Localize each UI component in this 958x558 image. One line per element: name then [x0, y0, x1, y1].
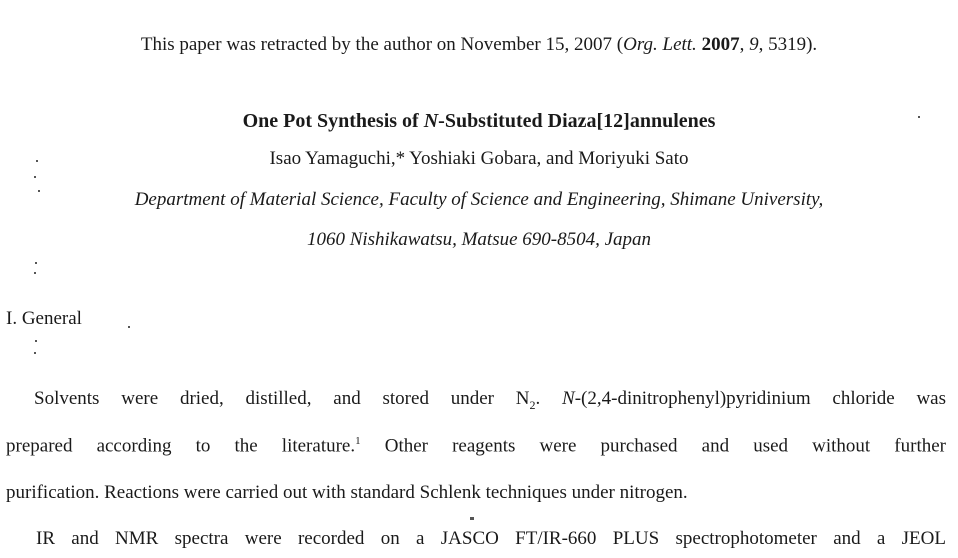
p1-l2-text-a: prepared according to the literature.: [6, 435, 356, 457]
scan-speck: [918, 116, 920, 118]
scan-speck: [470, 517, 474, 520]
p1-l1-subscript: 2: [529, 397, 536, 412]
journal-name: Org. Lett.: [623, 34, 697, 55]
scan-speck: [34, 272, 36, 274]
scan-speck: [128, 326, 130, 328]
retraction-notice: This paper was retracted by the author on November 15, 2007 (Org. Lett. 2007, 9, 5319).: [140, 34, 818, 55]
paragraph-2-line-1: IR and NMR spectra were recorded on a JASCO FT/IR-660 PLUS spectrophotometer and a JEOL: [36, 528, 946, 549]
p1-l2-text-b: Other reagents were purchased and used without further: [360, 435, 946, 457]
affiliation-line-1: Department of Material Science, Faculty of Science and Engineering, Shimane University,: [134, 189, 824, 210]
retraction-prefix: This paper was retracted by the author on November 15, 2007 (: [140, 34, 624, 55]
journal-volume: 9: [749, 34, 759, 55]
scan-speck: [36, 160, 38, 162]
journal-year: 2007: [701, 34, 740, 55]
p1-l1-text-b: .: [535, 388, 563, 409]
section-heading: I. General: [6, 308, 82, 329]
author-list: Isao Yamaguchi,* Yoshiaki Gobara, and Moriyuki Sato: [269, 148, 689, 169]
paragraph-1-line-2: [6, 435, 946, 457]
affiliation-line-2: 1060 Nishikawatsu, Matsue 690-8504, Japan: [306, 229, 652, 250]
p1-l1-text-c: -(2,4-dinitrophenyl)pyridinium chloride was: [574, 388, 946, 409]
reference-marker: 1: [355, 435, 361, 447]
scan-speck: [34, 176, 36, 178]
journal-pages: 5319: [768, 34, 807, 55]
scan-speck: [35, 262, 37, 264]
title-before: One Pot Synthesis of: [242, 110, 424, 132]
paragraph-1-line-3: purification. Reactions were carried out with standard Schlenk techniques under nitrogen.: [6, 482, 688, 503]
scan-speck: [34, 352, 36, 354]
scan-speck: [35, 340, 37, 342]
p1-l1-italic: N: [562, 388, 575, 409]
p1-l1-text-a: Solvents were dried, distilled, and stored under N: [34, 388, 530, 409]
title-italic: N: [423, 110, 439, 132]
paper-title: [0, 110, 958, 133]
retraction-suffix: ).: [806, 34, 818, 55]
paragraph-1-line-1: [34, 388, 946, 413]
title-after: -Substituted Diaza[12]annulenes: [438, 110, 716, 132]
scan-speck: [38, 190, 40, 192]
